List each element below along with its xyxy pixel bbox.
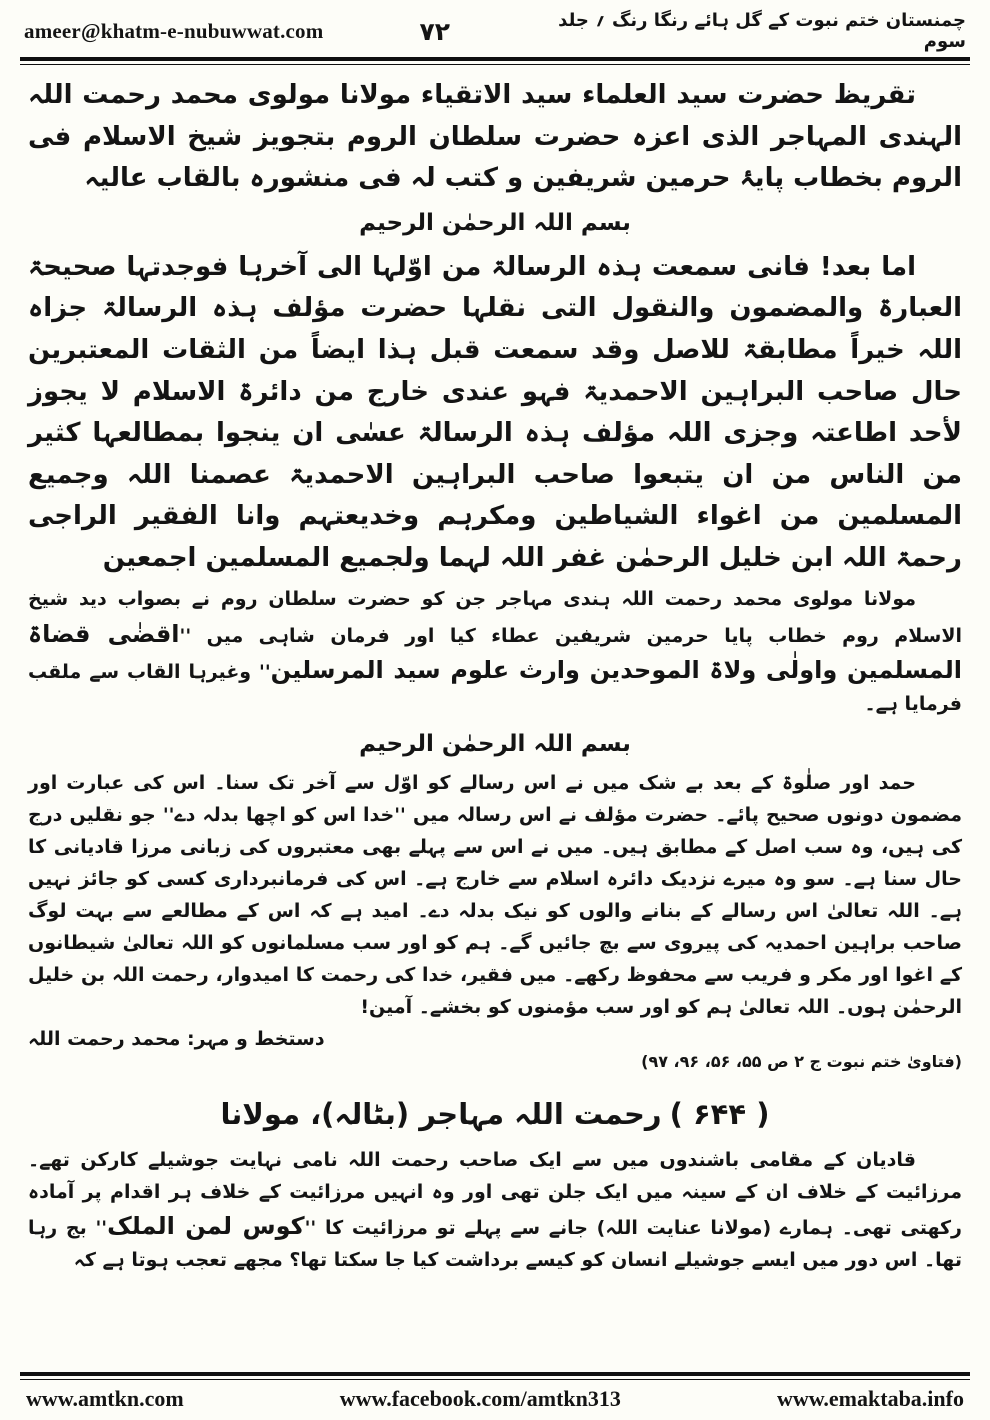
footer-site-amtkn: www.amtkn.com (26, 1386, 184, 1411)
book-title: چمنستان ختم نبوت کے گل ہائے رنگا رنگ ؍ جلد سوم (558, 10, 966, 52)
bismillah-line-1: بسم اللہ الرحمٰن الرحیم (359, 209, 631, 236)
urdu-translation-paragraph: حمد اور صلٰوۃ کے بعد بے شک میں نے اس رسالے کو اوّل سے آخر تک سنا۔ اس کی عبارت اور مضمون دونوں صحیح پائے۔ حضرت مؤلف نے اس رسالہ میں ''خدا اس کو اچھا بدلہ دے'' جو نقلیں درج کی ہیں، وہ سب اصل کے مطابق ہیں۔ میں نے اس سے پہلے بھی معتبروں کی زبانی مرزا قادیانی کا حال سنا ہے۔ سو وہ میرے نزدیک دائرہ اسلام سے خارج ہے۔ اس کی فرمانبرداری کسی کو جائز نہیں ہے۔ اللہ تعالیٰ اس رسالے کے بنانے والوں کو نیک بدلہ دے۔ امید ہے کہ اس کے مطالعے سے بہت لوگ صاحب براہین احمدیہ کی پیروی سے بچ جائیں گے۔ ہم کو اور سب مسلمانوں کو اللہ تعالیٰ شیطانوں کے اغوا اور مکر و فریب سے محفوظ رکھے۔ میں فقیر، خدا کی رحمت کا امیدوار، رحمت اللہ بن خلیل الرحمٰن ہوں۔ اللہ تعالیٰ ہم کو اور سب مؤمنوں کو بخشے۔ آمین! (28, 772, 962, 1018)
bio-prefix: قادیان کے مقامی باشندوں میں سے ایک صاحب رحمت اللہ نامی نہایت جوشیلے کارکن تھے۔ مرزائیت کے خلاف ان کے سینہ میں ایک جلن تھی اور وہ انہیں مرزائیت کے خلاف ہر اقدام پر آمادہ رکھتی تھی۔ ہمارے (مولانا عنایت اللہ) جانے سے پہلے تو مرزائیت کا '' (28, 1148, 962, 1240)
note-prefix: مولانا مولوی محمد رحمت اللہ ہندی مہاجر جن کو حضرت سلطان روم نے بصواب دید شیخ الاسلام روم خطاب پایا حرمین شریفین عطاء کیا اور فرمان شاہی میں '' (28, 587, 962, 647)
bio-arabic-quote: کوس لمن الملک (107, 1212, 305, 1241)
header-divider (20, 57, 970, 65)
urdu-note-paragraph (28, 584, 962, 722)
arabic-review-paragraph: اما بعد! فانی سمعت ہذہ الرسالۃ من اوّلہا الی آخرہا فوجدتہا صحیحۃ العبارۃ والمضمون والنقول التی نقلہا حضرت مؤلف ہذہ الرسالۃ جزاہ اللہ خیراً مطابقۃ للاصل وقد سمعت قبل ہذا ایضاً من الثقات المعتبرین حال صاحب البراہین الاحمدیۃ فہو عندی خارج من دائرۃ الاسلام لا یجوز لأحد اطاعتہ وجزی اللہ مؤلف ہذہ الرسالۃ عسٰی ان ینجوا بمطالعہا کثیر من الناس من ان یتبعوا صاحب البراہین الاحمدیۃ عصمنا اللہ وجمیع المسلمین من اغواء الشیاطین ومکرہم وخدیعتہم وانا الفقیر الراجی رحمۃ اللہ ابن خلیل الرحمٰن غفر اللہ لہما ولجمیع المسلمین اجمعین (28, 251, 962, 574)
biography-paragraph (28, 1145, 962, 1278)
page-header (20, 8, 970, 57)
entry-title: رحمت اللہ مہاجر (بٹالہ)، مولانا (220, 1096, 662, 1131)
footer-divider (20, 1372, 970, 1380)
taqreez-paragraph: تقریظ حضرت سید العلماء سید الاتقیاء مولانا مولوی محمد رحمت اللہ الہندی المہاجر الذی اعزہ حضرت سلطان الروم بتجویز شیخ الاسلام فی الروم بخطاب پایۂ حرمین شریفین و کتب لہ فی منشورہ بالقاب عالیہ (28, 80, 962, 194)
header-email: ameer@khatm-e-nubuwwat.com (24, 18, 324, 43)
footer-site-facebook: www.facebook.com/amtkn313 (339, 1386, 621, 1411)
bio-suffix: '' بج رہا تھا۔ اس دور میں ایسے جوشیلے انسان کو کیسے برداشت کیا جا سکتا تھا؟ مجھے تعجب ہوتا ہے کہ (28, 1217, 962, 1272)
footer-site-emaktaba: www.emaktaba.info (776, 1386, 964, 1411)
section-heading (28, 1097, 962, 1131)
bismillah-line-2: بسم اللہ الرحمٰن الرحیم (359, 731, 631, 758)
entry-number: ( ۶۴۴ ) (669, 1096, 770, 1131)
note-suffix: '' وغیرہا القاب سے ملقب فرمایا ہے۔ (28, 661, 962, 716)
signature-line: دستخط و مہر: محمد رحمت اللہ (28, 1027, 325, 1050)
note-arabic-quote: اقضٰی قضاۃ المسلمین واولٰی ولاۃ الموحدین وارث علوم سید المرسلین (28, 619, 962, 685)
page-content (20, 71, 970, 1368)
page-footer (20, 1384, 970, 1414)
reference-citation: (فتاویٰ ختم نبوت ج ۲ ص ۵۵، ۵۶، ۹۶، ۹۷) (641, 1051, 962, 1071)
page-number: ۷۲ (419, 16, 450, 46)
